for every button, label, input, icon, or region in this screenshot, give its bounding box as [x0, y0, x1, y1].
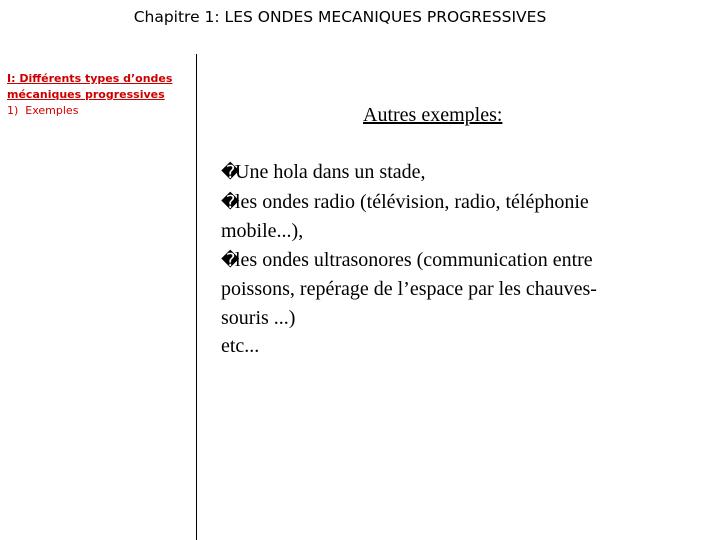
- list-item: [221, 188, 691, 218]
- list-item-continuation: [221, 275, 691, 304]
- list-item: [221, 246, 691, 276]
- example-text: souris ...): [221, 306, 296, 329]
- page-title: Chapitre 1: LES ONDES MECANIQUES PROGRESSIVES: [133, 8, 547, 26]
- section-heading: Autres exemples:: [363, 104, 503, 126]
- outline-subheading: 1) Exemples: [7, 104, 79, 117]
- bullet-icon: �: [221, 249, 240, 271]
- example-text: les ondes radio (télévision, radio, téléphonie: [235, 190, 589, 213]
- list-item-continuation: [221, 304, 691, 333]
- outline-panel: [7, 71, 195, 119]
- bullet-icon: �: [221, 191, 240, 213]
- example-text: Une hola dans un stade,: [235, 161, 426, 183]
- list-item: [221, 332, 691, 361]
- outline-heading-line-2: mécaniques progressives: [7, 88, 165, 101]
- example-text: les ondes ultrasonores (communication entre: [235, 248, 593, 271]
- example-text: mobile...),: [221, 220, 304, 242]
- list-item: [221, 158, 691, 188]
- example-text: poissons, repérage de l’espace par les chauves-: [221, 278, 597, 300]
- examples-list: [221, 158, 691, 361]
- bullet-icon: �: [221, 162, 240, 183]
- list-item-continuation: [221, 217, 691, 246]
- example-text: etc...: [221, 335, 260, 357]
- outline-heading-line-1: I: Différents types d’ondes: [7, 72, 173, 85]
- vertical-divider: [196, 54, 197, 540]
